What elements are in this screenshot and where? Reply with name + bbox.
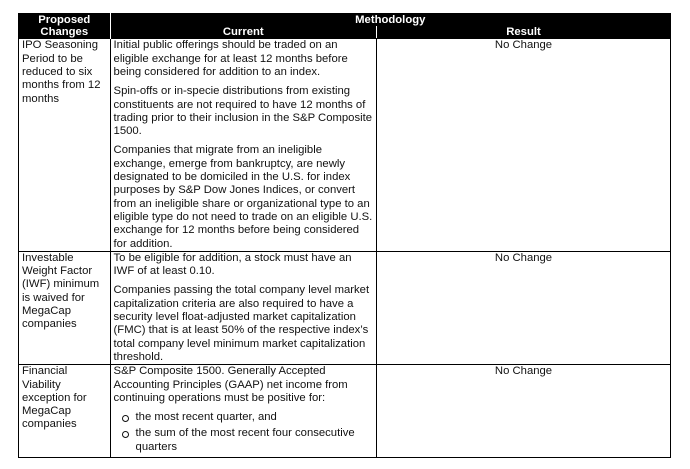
hollow-circle-bullet-icon xyxy=(122,415,129,422)
proposed-changes-header: Proposed Changes xyxy=(19,14,111,39)
result-cell: No Change xyxy=(377,39,671,251)
table-row-iwf-minimum xyxy=(19,251,671,364)
list-item xyxy=(136,411,373,424)
methodology-table xyxy=(18,13,671,458)
current-paragraph: Companies passing the total company level market capitalization criteria are also required to have a security level float-adjusted market capitalization (FMC) that is at least 50% of the respective index’s total company level minimum market capitalization threshold. xyxy=(113,284,370,363)
current-paragraph: Initial public offerings should be traded on an eligible exchange for at least 12 months before being considered for addition to an index. xyxy=(113,39,348,78)
list-item-text: the most recent quarter, and xyxy=(135,411,277,424)
list-item xyxy=(136,427,373,454)
current-header: Current xyxy=(110,26,376,39)
table-row-ipo-seasoning xyxy=(19,39,671,251)
list-item-text: the sum of the most recent four consecutive quarters xyxy=(135,427,355,453)
current-methodology-cell xyxy=(110,365,376,458)
result-cell: No Change xyxy=(377,251,671,364)
result-header: Result xyxy=(377,26,671,39)
proposed-change-cell: IPO Seasoning Period to be reduced to six months from 12 months xyxy=(19,39,111,251)
criteria-list xyxy=(114,411,373,454)
current-paragraph: Spin-offs or in-specie distributions from existing constituents are not required to have 12 months of trading prior to their inclusion in the S&P Composite 1500. xyxy=(113,85,373,138)
methodology-header: Methodology xyxy=(110,14,670,27)
proposed-change-cell: Investable Weight Factor (IWF) minimum is waived for MegaCap companies xyxy=(19,251,111,364)
hollow-circle-bullet-icon xyxy=(122,431,129,438)
current-methodology-cell xyxy=(110,39,376,251)
current-paragraph: S&P Composite 1500. Generally Accepted Accounting Principles (GAAP) net income from continuing operations must be positive for: xyxy=(113,365,348,404)
result-cell: No Change xyxy=(377,365,671,458)
current-paragraph: Companies that migrate from an ineligible exchange, emerge from bankruptcy, are newly designated to be domiciled in the U.S. for index purposes by S&P Dow Jones Indices, or convert from an ineligible share or organizational type to an eligible type do not need to trade on an eligible U.S. exchange for 12 months before being considered for addition. xyxy=(113,144,373,250)
proposed-change-cell: Financial Viability exception for MegaCap companies xyxy=(19,365,111,458)
table-row-financial-viability xyxy=(19,365,671,458)
current-methodology-cell xyxy=(110,251,376,364)
current-paragraph: To be eligible for addition, a stock must have an IWF of at least 0.10. xyxy=(113,251,352,278)
